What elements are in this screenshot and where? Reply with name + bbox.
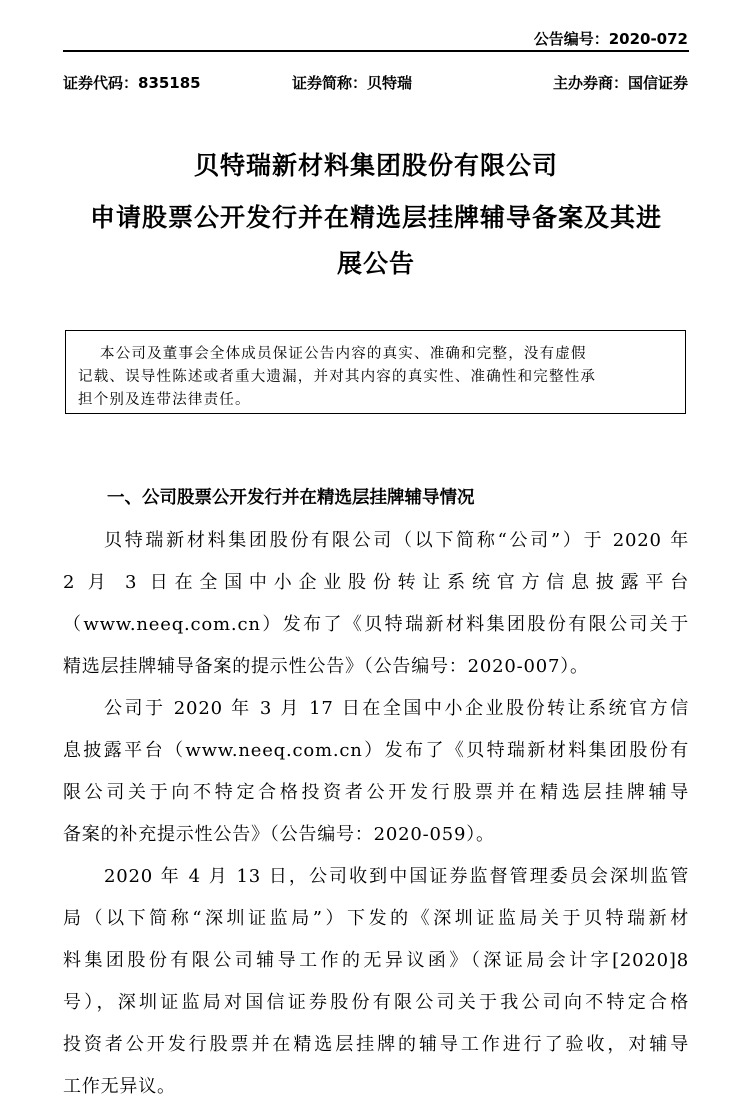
disclaimer-line-3: 担个别及连带法律责任。 — [78, 392, 251, 408]
paragraph-1-line: （www.neeq.com.cn）发布了《贝特瑞新材料集团股份有限公司关于 — [63, 614, 689, 635]
paragraph-2-line: 限公司关于向不特定合格投资者公开发行股票并在精选层挂牌辅导 — [63, 782, 689, 803]
paragraph-1-line: 贝特瑞新材料集团股份有限公司（以下简称“公司”）于 2020 年 — [104, 530, 689, 551]
title-line-2: 申请股票公开发行并在精选层挂牌辅导备案及其进 — [89, 203, 662, 232]
disclaimer-line-1: 本公司及董事会全体成员保证公告内容的真实、准确和完整，没有虚假 — [100, 346, 587, 362]
paragraph-3-line: 号），深圳证监局对国信证券股份有限公司关于我公司向不特定合格 — [63, 992, 689, 1013]
paragraph-3-line: 投资者公开发行股票并在精选层挂牌的辅导工作进行了验收，对辅导 — [63, 1034, 689, 1055]
paragraph-2-line: 息披露平台（www.neeq.com.cn）发布了《贝特瑞新材料集团股份有 — [63, 740, 689, 761]
sponsor-broker: 主办券商：国信证券 — [552, 74, 688, 92]
paragraph-1-line: 精选层挂牌辅导备案的提示性公告》（公告编号：2020-007）。 — [63, 656, 589, 677]
paragraph-3-line: 工作无异议。 — [63, 1076, 176, 1097]
stock-short-name: 证券简称：贝特瑞 — [292, 74, 413, 92]
paragraph-3-line: 2020 年 4 月 13 日，公司收到中国证券监督管理委员会深圳监管 — [104, 866, 689, 887]
paragraph-2-line: 公司于 2020 年 3 月 17 日在全国中小企业股份转让系统官方信 — [104, 698, 689, 719]
paragraph-3-line: 局（以下简称“深圳证监局”）下发的《深圳证监局关于贝特瑞新材 — [63, 908, 689, 929]
title-line-1: 贝特瑞新材料集团股份有限公司 — [193, 151, 558, 180]
announcement-number: 公告编号：2020-072 — [533, 30, 688, 48]
paragraph-2-line: 备案的补充提示性公告》（公告编号：2020-059）。 — [63, 824, 495, 845]
paragraph-3-line: 料集团股份有限公司辅导工作的无异议函》（深证局会计字[2020]8 — [63, 950, 689, 971]
section-heading: 一、公司股票公开发行并在精选层挂牌辅导情况 — [107, 488, 475, 508]
disclaimer-line-2: 记载、误导性陈述或者重大遗漏，并对其内容的真实性、准确性和完整性承 — [78, 369, 597, 385]
stock-code: 证券代码：835185 — [63, 74, 201, 92]
title-line-3: 展公告 — [336, 249, 415, 278]
header-rule — [63, 50, 689, 52]
paragraph-1-line: 2 月 3 日在全国中小企业股份转让系统官方信息披露平台 — [63, 572, 689, 593]
